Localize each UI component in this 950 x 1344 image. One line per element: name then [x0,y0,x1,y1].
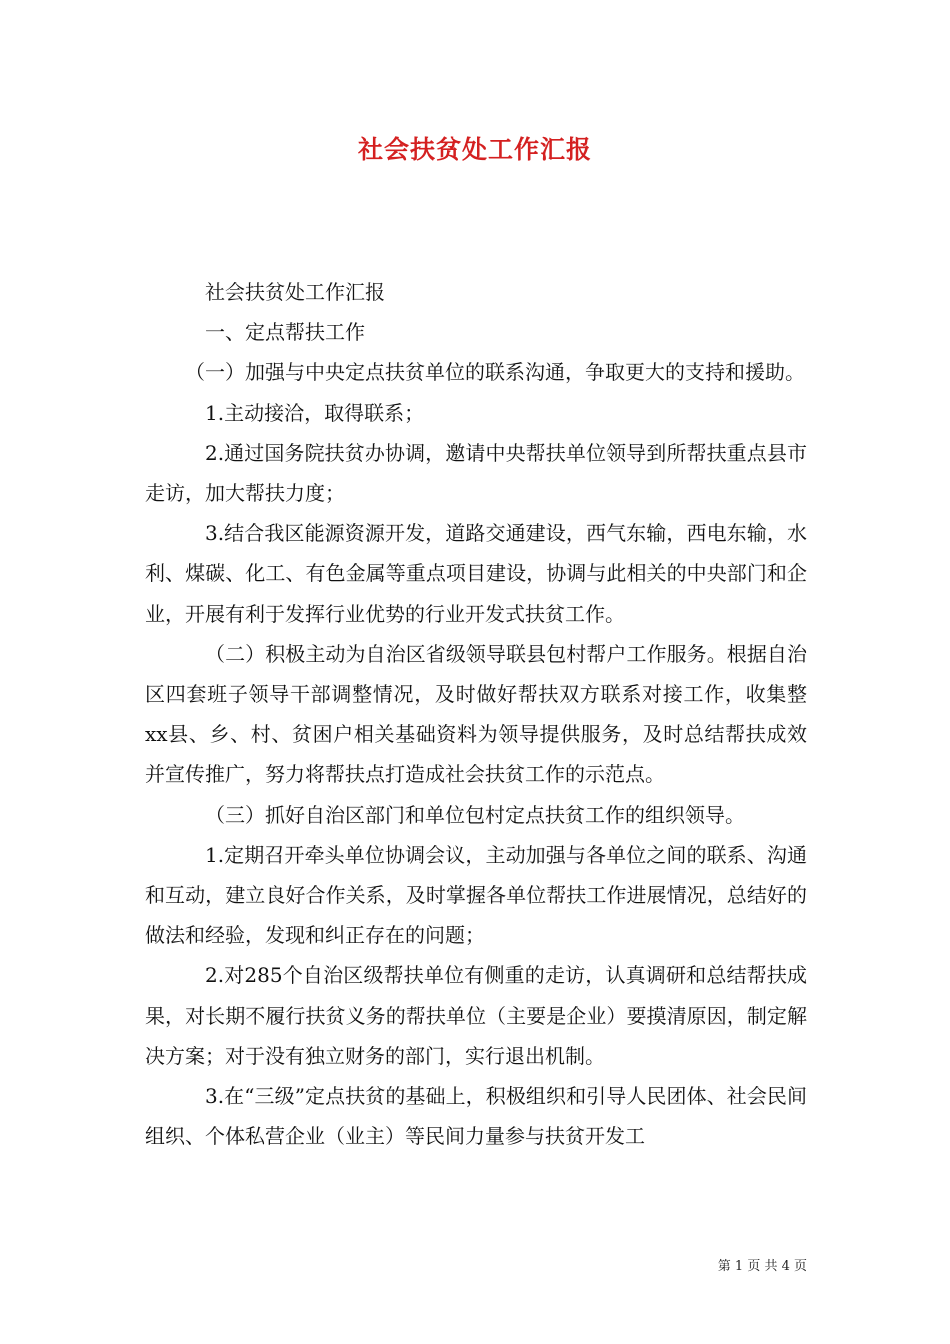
page-number: 第 1 页 共 4 页 [717,1259,807,1274]
body-paragraph: 社会扶贫处工作汇报 [205,280,385,304]
subsection-heading: （一）加强与中央定点扶贫单位的联系沟通，争取更大的支持和援助。 [185,360,805,385]
body-paragraph: 2.对285个自治区级帮扶单位有侧重的走访，认真调研和总结帮扶成果，对长期不履行扶贫义务的帮扶单位（主要是企业）要摸清原因，制定解决方案；对于没有独立财务的部门，实行退出机制。 [145,963,807,1068]
section-heading: 一、定点帮扶工作 [205,320,365,345]
body-paragraph: 2.通过国务院扶贫办协调，邀请中央帮扶单位领导到所帮扶重点县市走访，加大帮扶力度； [145,440,807,506]
document-body [145,272,807,1156]
body-paragraph: 3.结合我区能源资源开发，道路交通建设，西气东输，西电东输，水利、煤碳、化工、有色金属等重点项目建设，协调与此相关的中央部门和企业，开展有利于发挥行业优势的行业开发式扶贫工作。 [145,521,807,626]
body-paragraph: 1.主动接洽，取得联系； [205,400,425,425]
subsection-heading: （三）抓好自治区部门和单位包村定点扶贫工作的组织领导。 [205,802,745,827]
document-title: 社会扶贫处工作汇报 [357,135,592,164]
body-paragraph: 1.定期召开牵头单位协调会议，主动加强与各单位之间的联系、沟通和互动，建立良好合作关系，及时掌握各单位帮扶工作进展情况，总结好的做法和经验，发现和纠正存在的问题； [145,842,807,948]
subsection-heading: （二）积极主动为自治区省级领导联县包村帮户工作服务。根据自治区四套班子领导干部调整情况，及时做好帮扶双方联系对接工作，收集整xx县、乡、村、贫困户相关基础资料为领导提供服务，及时总结帮扶成效并宣传推广，努力将帮扶点打造成社会扶贫工作的示范点。 [145,641,807,787]
body-paragraph: 3.在“三级”定点扶贫的基础上，积极组织和引导人民团体、社会民间组织、个体私营企业（业主）等民间力量参与扶贫开发工 [145,1084,807,1149]
